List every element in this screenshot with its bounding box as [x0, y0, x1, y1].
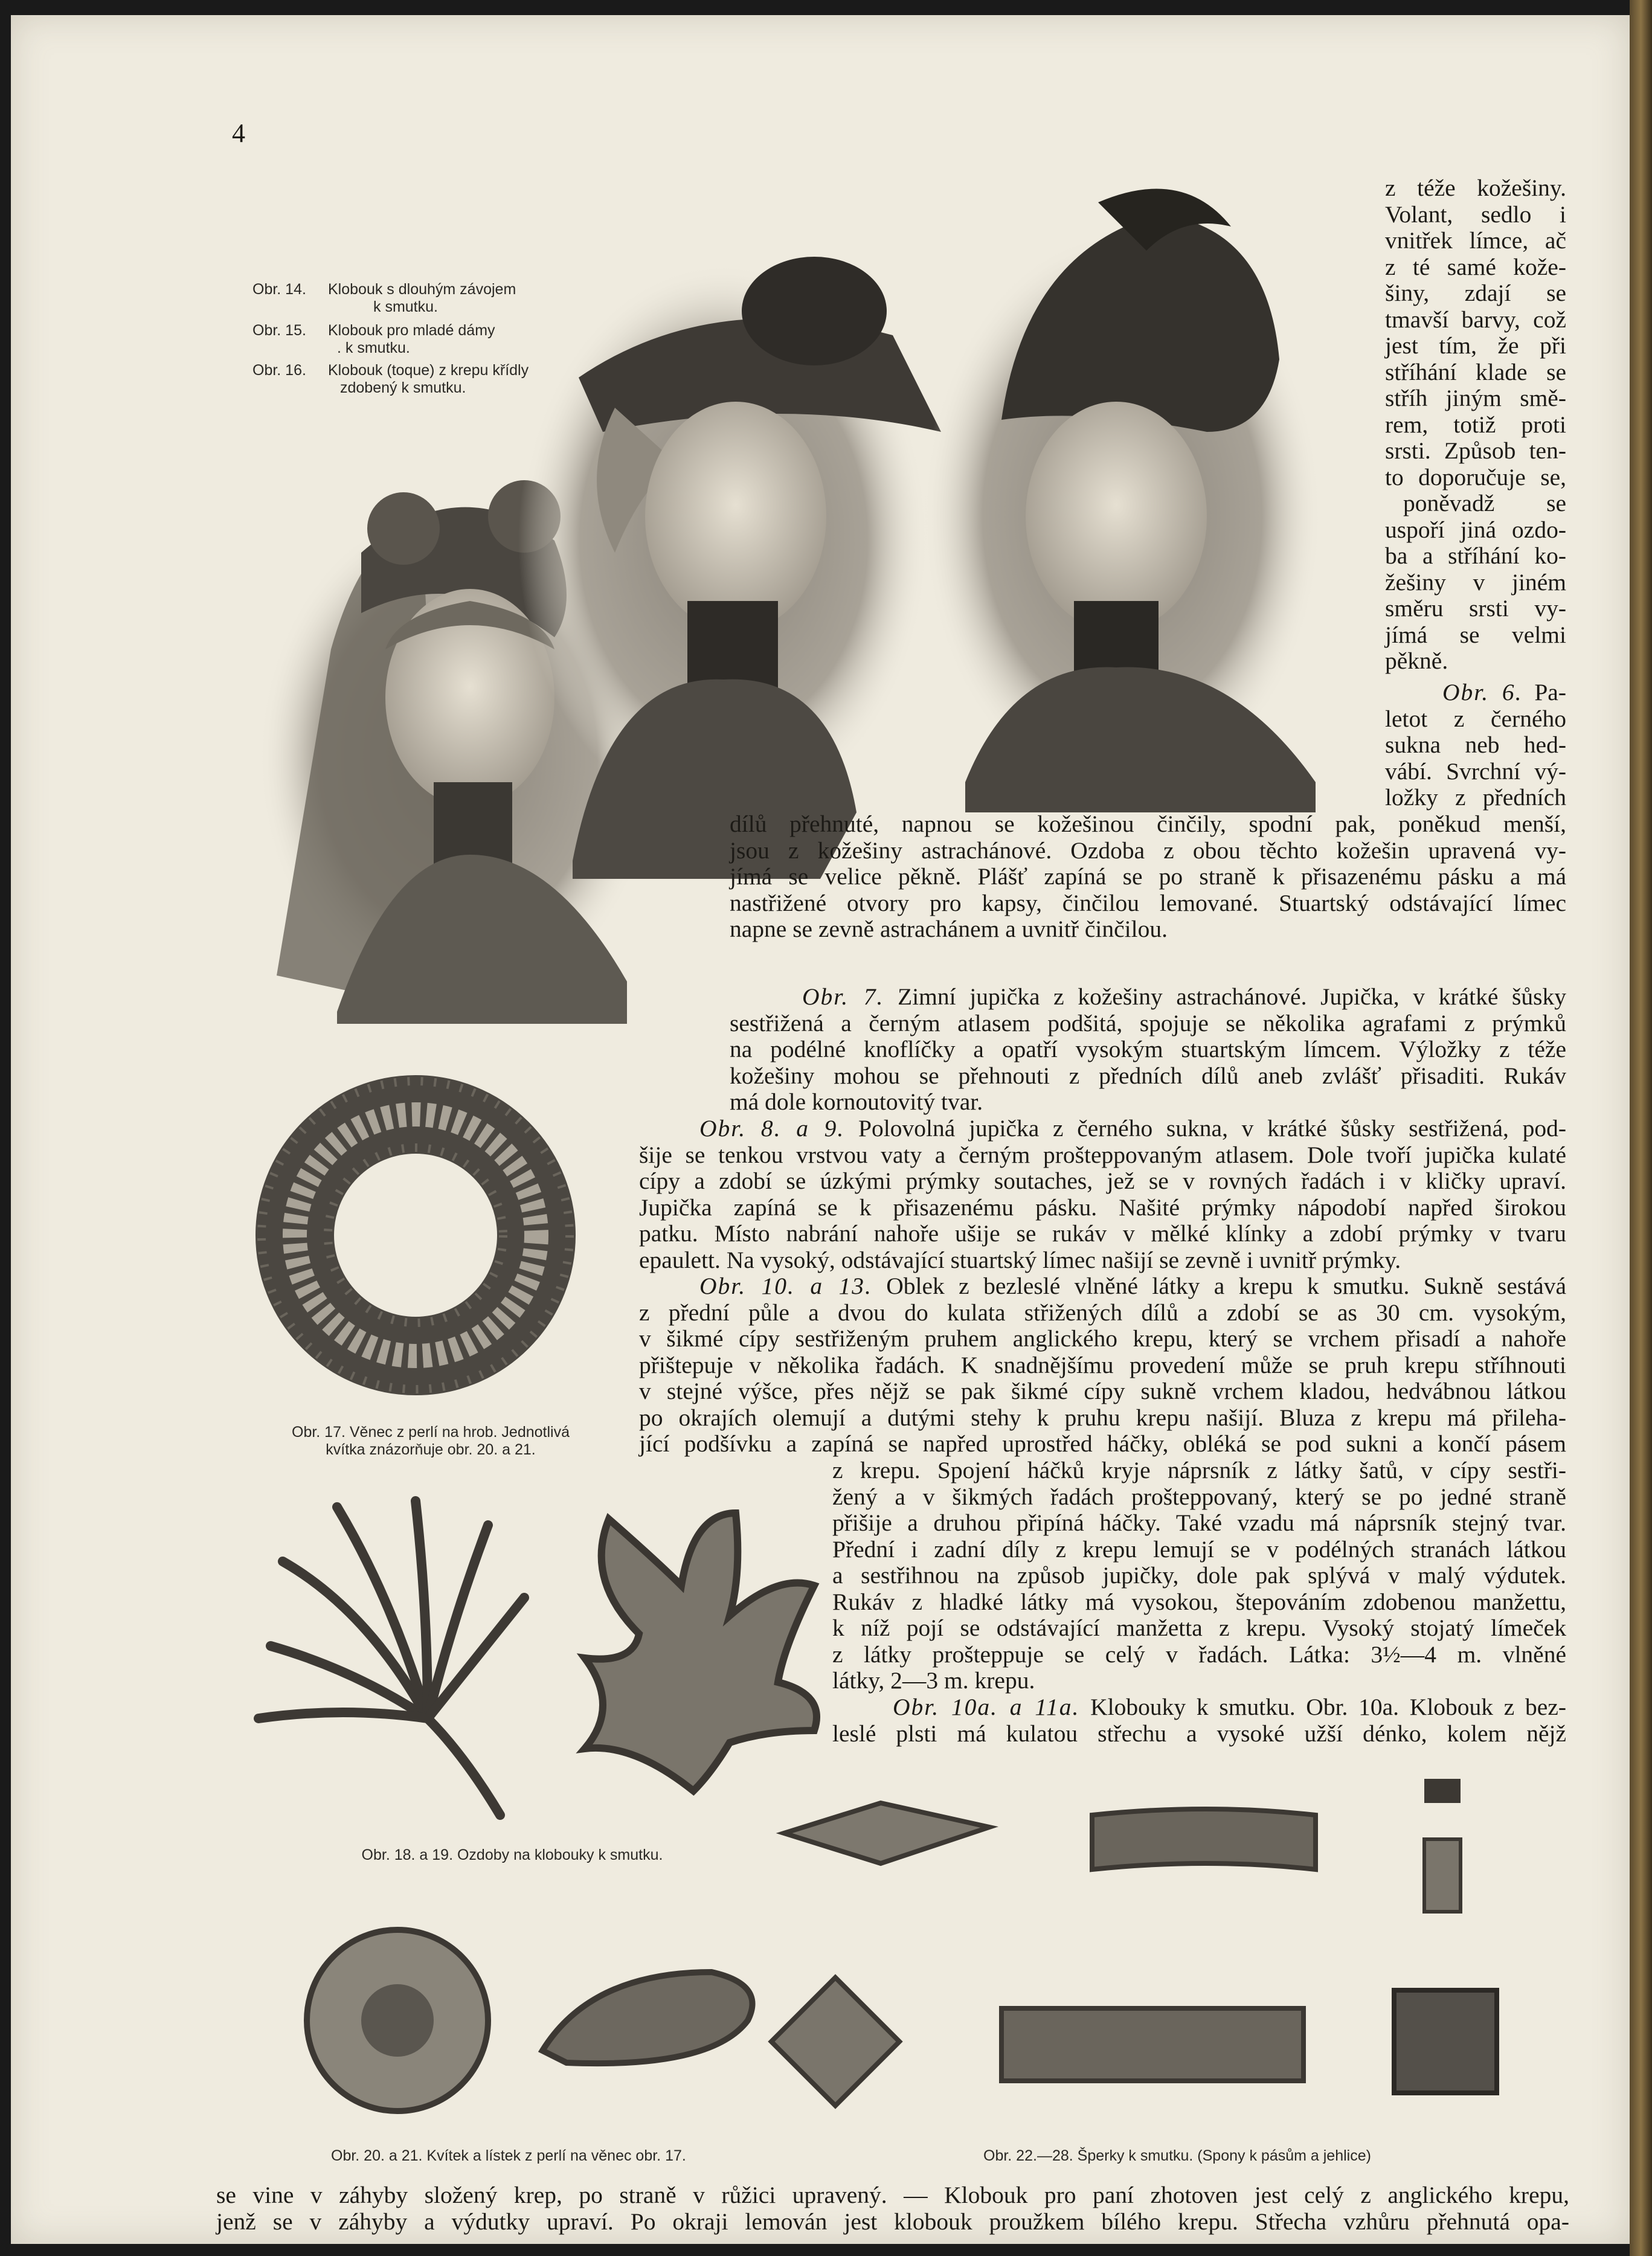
- figure-ref: Obr. 8. a 9.: [699, 1115, 845, 1142]
- caption-text: Klobouk s dlouhým závojem: [328, 281, 516, 298]
- figure-17-wreath: [240, 1060, 603, 1410]
- caption-text: zdobený k smutku.: [340, 379, 466, 396]
- text-line: šiny, zdají se: [1385, 280, 1566, 306]
- text-line: napne se zevně astrachánem a uvnitř činčilou.: [730, 916, 1168, 942]
- page-number: 4: [232, 118, 245, 148]
- text-line: patku. Místo nabrání nahoře ušije se rukáv v mělké klínky a zdobí prýmky v tvaru: [639, 1220, 1566, 1247]
- text-line: Jupička zapíná se k přisazenému pásku. Našité prýmky nápodobí napřed širokou: [639, 1194, 1566, 1221]
- obr10-narrow: [832, 1457, 1566, 1694]
- text-line: ba a stříhání ko-: [1385, 542, 1566, 569]
- figure-20-28-jewelry: [289, 1779, 1533, 2153]
- text-line: na podélné knoflíčky a opatří vysokým stuartským límcem. Výložky z téže: [730, 1036, 1566, 1062]
- buckle: [784, 1803, 989, 1863]
- hatpin: [1424, 1779, 1461, 1912]
- text-line: vábí. Svrchní vý-: [1385, 757, 1566, 785]
- text-line: z téže kožešiny.: [1385, 175, 1566, 201]
- figure-19-leaf: [585, 1513, 817, 1791]
- right-column-text: [1385, 175, 1566, 675]
- text-line: po okrajích olemují a dutými stehy k pruhu krepu našijí. Bluza z krepu má přileha-: [639, 1404, 1566, 1431]
- belt-clasp: [1001, 2008, 1303, 2081]
- text-line: srsti. Způsob ten-: [1385, 437, 1566, 464]
- caption-text: kvítka znázorňuje obr. 20. a 21.: [326, 1441, 536, 1458]
- buckle: [1092, 1809, 1316, 1869]
- text-line: z přední půle a dvou do kulata střižených dílů a zdobí se as 30 cm. vysokým,: [639, 1299, 1566, 1326]
- text-line: jenž se v záhyby a výdutky upraví. Po okraji lemován jest klobouk proužkem bílého krepu. Střecha vzhůru přehnutá opa-: [216, 2208, 1569, 2235]
- text-line: pěkně.: [1385, 648, 1448, 674]
- text-line: Pa-: [1534, 679, 1566, 705]
- text-line: epaulett. Na vysoký, odstávající stuartský límec našijí se zevně i uvnitř prýmky.: [639, 1246, 1401, 1273]
- buckle: [771, 1978, 899, 2106]
- caption-number: Obr. 16.: [252, 362, 306, 379]
- text-line: tmavší barvy, což: [1385, 306, 1566, 333]
- figure-20-flower: [307, 1930, 488, 2111]
- text-line: Přední i zadní díly z krepu lemují se v podélných stranách látkou: [832, 1535, 1566, 1563]
- caption-fig20-21: Obr. 20. a 21. Kvítek a lístek z perlí na věnec obr. 17.: [331, 2147, 686, 2164]
- text-line: Klobouky k smutku. Obr. 10a. Klobouk z bez-: [1090, 1694, 1567, 1720]
- figure-18-spray: [259, 1501, 524, 1815]
- caption-fig17: [249, 1424, 612, 1459]
- text-line: stříh jiným smě-: [1385, 385, 1566, 411]
- text-line: z krepu. Spojení háčků kryje náprsník z látky šatů, v cípy sestři-: [832, 1457, 1566, 1483]
- text-line: to doporučuje se,: [1385, 463, 1566, 490]
- text-line: sestřižená a černým atlasem podšitá, spojuje se několika agrafami z prýmků: [730, 1009, 1566, 1036]
- obr10a-paragraph: [832, 1694, 1566, 1747]
- caption-fig22-28: Obr. 22.—28. Šperky k smutku. (Spony k pásům a jehlice): [983, 2147, 1371, 2164]
- caption-number: Obr. 14.: [252, 281, 306, 298]
- caption-fig18-19: Obr. 18. a 19. Ozdoby na klobouky k smutku.: [361, 1846, 663, 1863]
- text-line: z té samé kože-: [1385, 253, 1566, 280]
- text-line: z látky prošteppuje se celý v řadách. Látka: 3½—4 m. vlněné: [832, 1641, 1566, 1668]
- text-line: v šikmé cípy sestřiženým pruhem anglického krepu, který se vrchem přisadí a nahoře: [639, 1325, 1566, 1352]
- text-line: jsou z kožešiny astrachánové. Ozdoba z obou těchto kožešin upravená vy-: [730, 837, 1566, 864]
- obr7-paragraph: [730, 984, 1566, 1116]
- figure-ref: Obr. 10. a 13.: [699, 1273, 872, 1299]
- text-line: letot z černého: [1385, 705, 1566, 732]
- caption-text: Klobouk pro mladé dámy: [328, 322, 495, 339]
- text-line: Polovolná jupička z černého sukna, v krátké šůsky sestřižená, pod-: [858, 1115, 1566, 1142]
- text-line: dílů přehnuté, napnou se kožešinou činčily, spodní pak, poněkud menší,: [730, 811, 1566, 837]
- text-line: se vine v záhyby složený krep, po straně v růžici upravený. — Klobouk pro paní zhotoven jest celý z anglického krepu,: [216, 2182, 1569, 2208]
- text-line: žešiny v jiném: [1385, 568, 1566, 596]
- text-line: v stejné výšce, přes nějž se pak šikmé cípy sukně vrchem kladou, hedvábnou látkou: [639, 1378, 1566, 1404]
- figure-21-leaf: [542, 1972, 753, 2063]
- text-line: kožešiny mohou se přehnouti z předních dílů aneb zvlášť přisaditi. Rukáv: [730, 1062, 1566, 1089]
- obr8-paragraph: [639, 1116, 1566, 1273]
- text-line: přištepuje v několika řadách. K snadnějšímu provedení může se pruh krepu stříhnouti: [639, 1351, 1566, 1378]
- text-line: k níž pojí se odstávající manžetta z krepu. Vysoký stojatý límeček: [832, 1615, 1566, 1641]
- text-line: jící podšívku a zapíná se napřed uprostřed háčky, obléká se pod sukni a končí pásem: [639, 1430, 1566, 1457]
- text-line: Oblek z bezleslé vlněné látky a krepu k smutku. Sukně sestává: [886, 1273, 1566, 1299]
- caption-text: . k smutku.: [337, 339, 410, 356]
- text-line: uspoří jiná ozdo-: [1385, 516, 1566, 543]
- text-line: nastřižené otvory pro kapsy, činčilou lemované. Stuartský odstávající límec: [730, 889, 1566, 916]
- text-line: vnitřek límce, ač: [1385, 227, 1566, 254]
- magazine-page: [11, 15, 1630, 2244]
- text-line: Volant, sedlo i: [1385, 201, 1566, 228]
- text-line: látky, 2—3 m. krepu.: [832, 1667, 1035, 1694]
- text-line: Zimní jupička z kožešiny astrachánové. Jupička, v krátké šůsky: [898, 983, 1567, 1010]
- text-line: šije se tenkou vrstvou vaty a černým prošteppovaným atlasem. Dole tvoří jupička kulaté: [639, 1141, 1566, 1168]
- text-line: leslé plsti má kulatou střechu a vysoké užší dénko, kolem nějž: [832, 1720, 1566, 1747]
- text-line: Rukáv z hladké látky má vysokou, štepováním zdobenou manžettu,: [832, 1588, 1566, 1615]
- text-line: poněvadž se: [1403, 490, 1566, 516]
- book-spine: [1630, 0, 1652, 2256]
- text-line: směru srsti vy-: [1385, 595, 1566, 622]
- text-line: jest tím, že při: [1385, 332, 1566, 359]
- caption-number: Obr. 15.: [252, 322, 306, 339]
- text-line: a sestřihnou na způsob jupičky, dole pak splývá v malý výdutek.: [832, 1562, 1566, 1589]
- text-line: cípy a zdobí se úzkými prýmky soutaches, jež se v rovných řadách i v kličky upraví.: [639, 1168, 1566, 1194]
- obr10-paragraph: [639, 1273, 1566, 1457]
- obr6-narrow: [1385, 680, 1566, 811]
- figure-ref: Obr. 6.: [1442, 679, 1523, 705]
- text-line: rem, totiž proti: [1385, 411, 1566, 438]
- figure-ref: Obr. 7.: [802, 983, 884, 1010]
- text-line: ložky z předních: [1385, 784, 1566, 811]
- caption-text: Klobouk (toque) z krepu křídly: [328, 362, 529, 379]
- text-line: jímá se velmi: [1385, 621, 1566, 648]
- figure-15-engraving: [923, 189, 1322, 813]
- text-line: stříhání klade se: [1385, 358, 1566, 385]
- text-line: žený a v šikmých řadách prošteppovaný, který se po jedné straně: [832, 1483, 1566, 1510]
- text-line: sukna neb hed-: [1385, 731, 1566, 758]
- figure-ref: Obr. 10a. a 11a.: [893, 1694, 1080, 1720]
- figure-18-19-ornaments: [246, 1489, 826, 1827]
- caption-text: Obr. 17. Věnec z perlí na hrob. Jednotlivá: [292, 1424, 570, 1441]
- text-line: přišije a druhou připíná háčky. Také vzadu má náprsník stejný tvar.: [832, 1509, 1566, 1536]
- caption-text: k smutku.: [373, 298, 438, 315]
- text-line: jímá se velice pěkně. Plášť zapíná se po straně k přisazenému pásku a má: [730, 863, 1566, 890]
- obr6-wide: [730, 811, 1566, 943]
- buckle: [1394, 1990, 1497, 2093]
- footer-text: [216, 2182, 1569, 2235]
- text-line: má dole kornoutovitý tvar.: [730, 1088, 983, 1115]
